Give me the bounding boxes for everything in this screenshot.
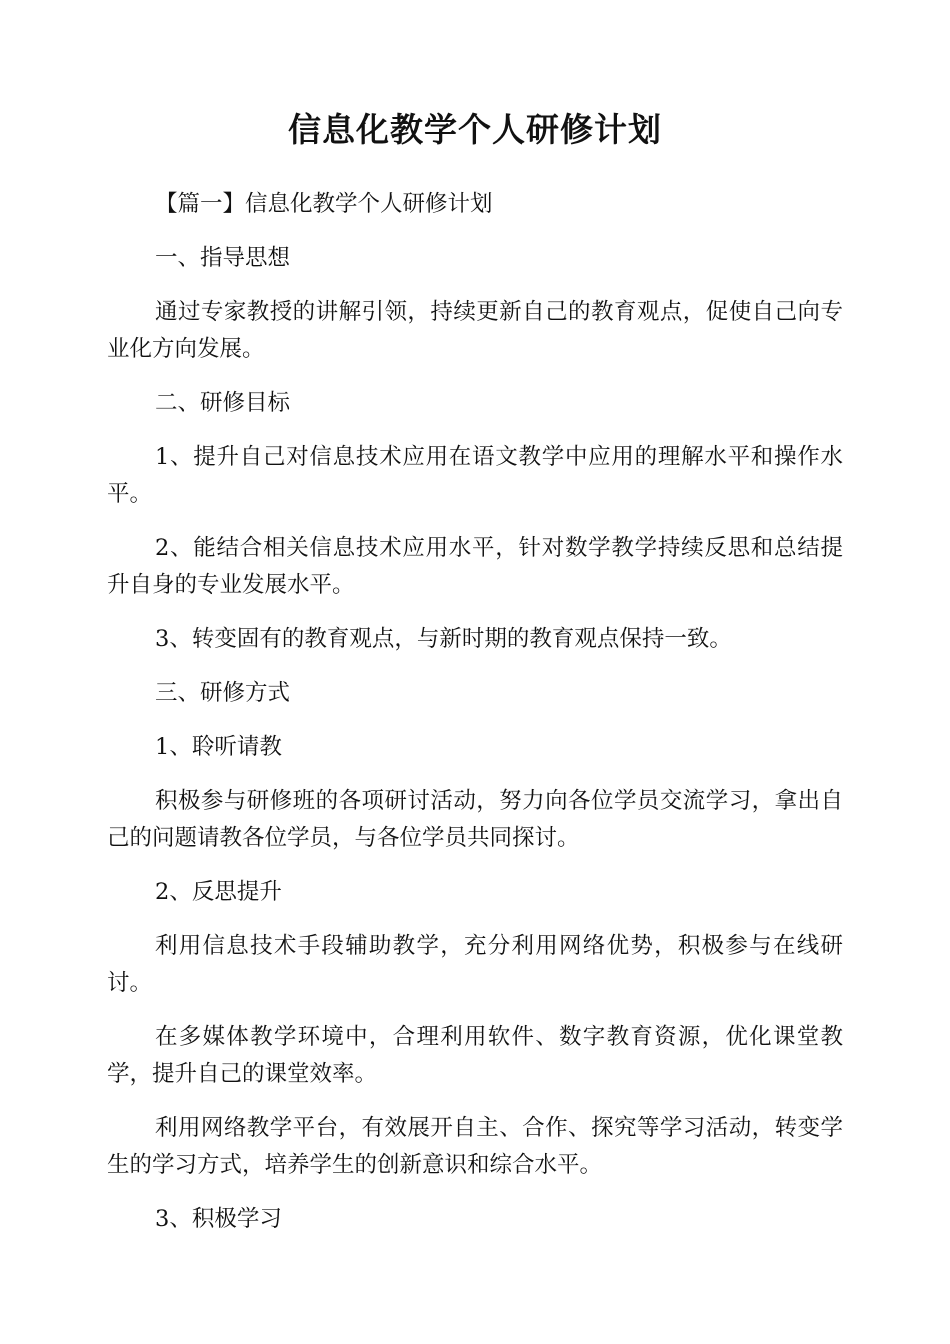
subheading: 2、反思提升 — [155, 879, 282, 905]
paragraph: 通过专家教授的讲解引领，持续更新自己的教育观点，促使自己向专业化方向发展。 — [107, 299, 843, 362]
subheading: 3、积极学习 — [155, 1206, 282, 1232]
paragraph: 利用信息技术手段辅助教学，充分利用网络优势，积极参与在线研讨。 — [107, 933, 843, 996]
subheading: 1、聆听请教 — [155, 734, 282, 760]
paragraph: 积极参与研修班的各项研讨活动，努力向各位学员交流学习，拿出自己的问题请教各位学员，与各位学员共同探讨。 — [107, 788, 843, 851]
paragraph-section-label: 【篇一】信息化教学个人研修计划 — [155, 191, 493, 217]
heading-study-goals: 二、研修目标 — [155, 390, 291, 416]
document-body — [107, 186, 843, 1255]
paragraph: 1、提升自己对信息技术应用在语文教学中应用的理解水平和操作水平。 — [107, 444, 843, 507]
paragraph: 3、转变固有的教育观点，与新时期的教育观点保持一致。 — [155, 626, 732, 652]
paragraph: 在多媒体教学环境中，合理利用软件、数字教育资源，优化课堂教学，提升自己的课堂效率。 — [107, 1024, 843, 1087]
document-title: 信息化教学个人研修计划 — [288, 110, 662, 149]
paragraph: 利用网络教学平台，有效展开自主、合作、探究等学习活动，转变学生的学习方式，培养学生的创新意识和综合水平。 — [107, 1115, 843, 1178]
heading-guiding-ideology: 一、指导思想 — [155, 245, 291, 271]
heading-study-methods: 三、研修方式 — [155, 680, 291, 706]
paragraph: 2、能结合相关信息技术应用水平，针对数学教学持续反思和总结提升自身的专业发展水平。 — [107, 535, 843, 598]
